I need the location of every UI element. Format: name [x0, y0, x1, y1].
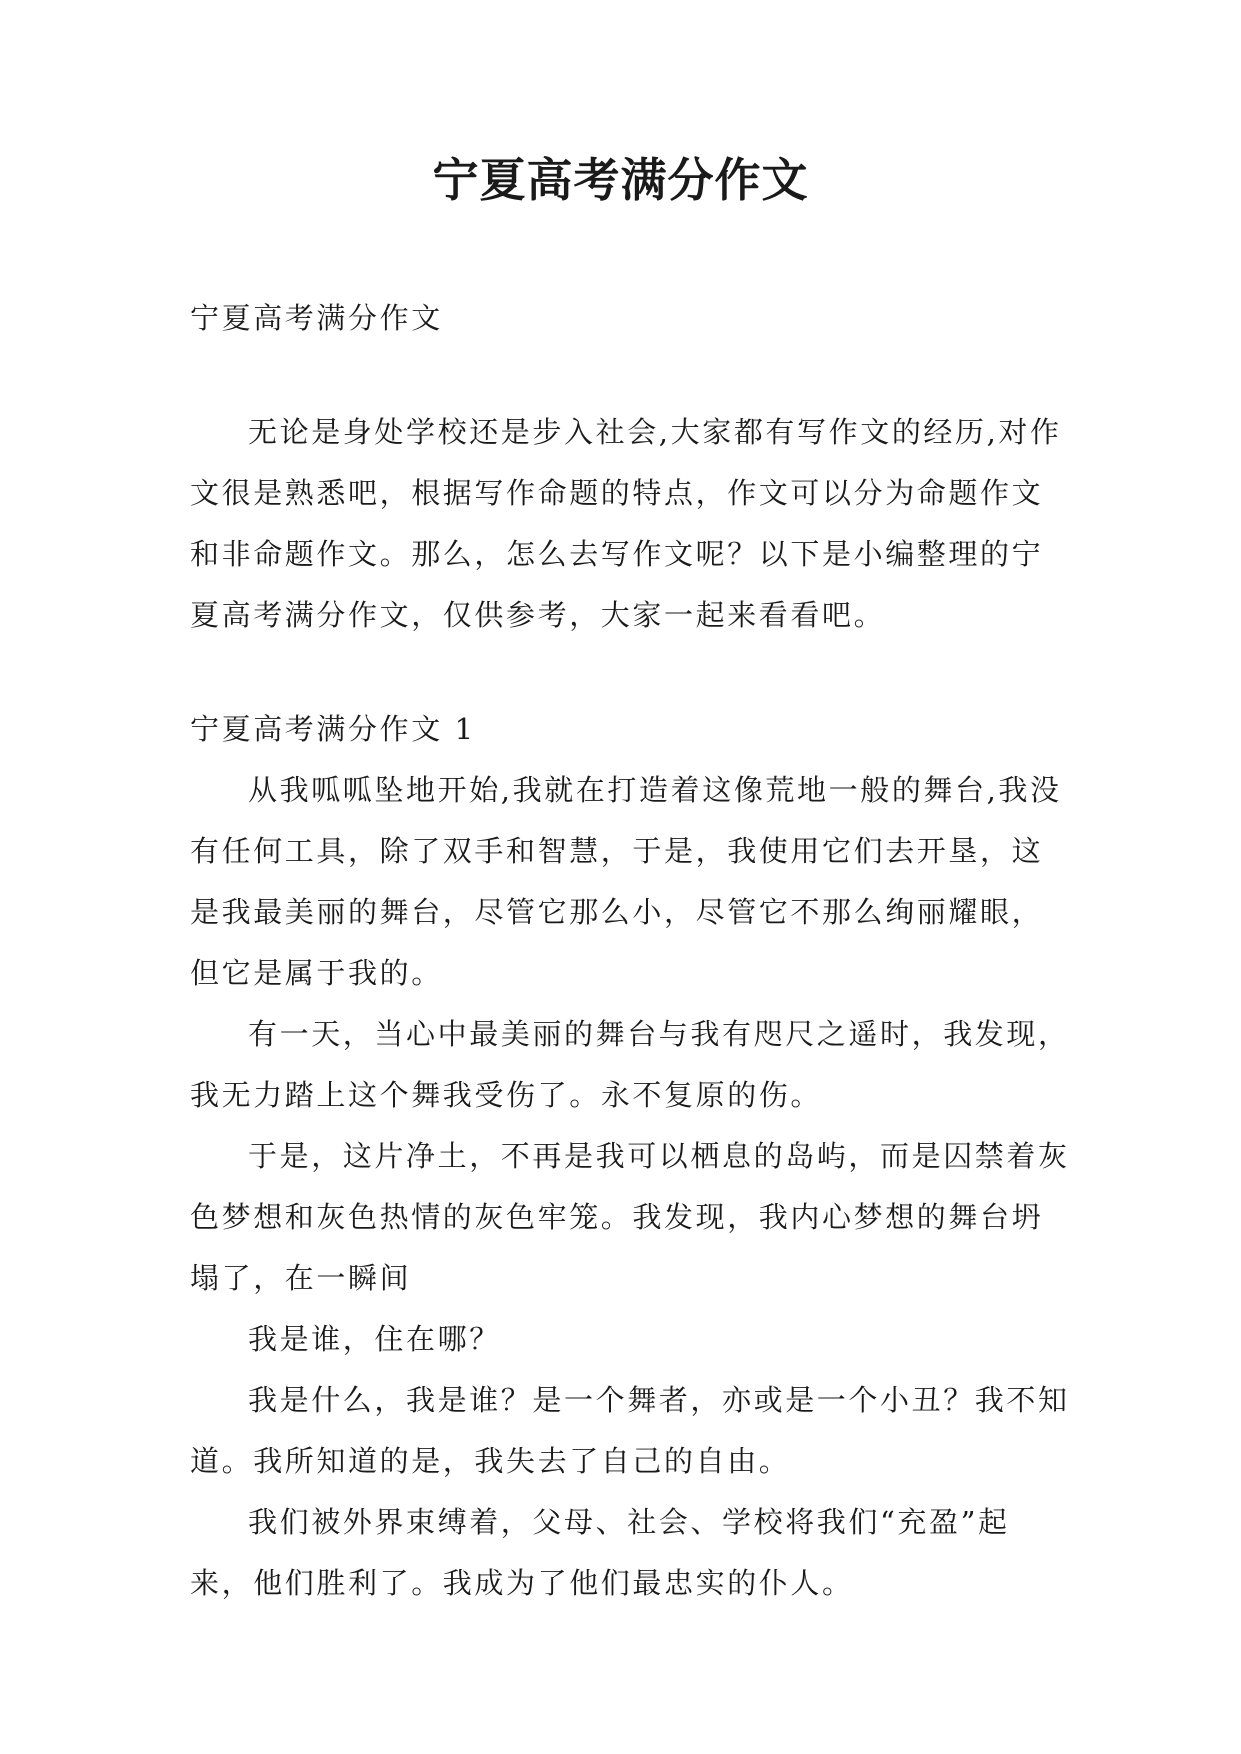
document-title: 宁夏高考满分作文 — [432, 153, 809, 207]
body-paragraph-2: 有一天，当心中最美丽的舞台与我有咫尺之遥时，我发现，我无力踏上这个舞我受伤了。永不复原的伤。 — [190, 1017, 1070, 1112]
body-paragraph-4: 我是谁，住在哪？ — [248, 1322, 501, 1356]
document-body — [190, 288, 1070, 1614]
section-heading: 宁夏高考满分作文 1 — [190, 712, 476, 746]
body-paragraph-1: 从我呱呱坠地开始,我就在打造着这像荒地一般的舞台,我没有任何工具，除了双手和智慧，于是，我使用它们去开垦，这是我最美丽的舞台，尽管它那么小，尽管它不那么绚丽耀眼，但它是属于我的。 — [190, 773, 1062, 990]
intro-paragraph: 无论是身处学校还是步入社会,大家都有写作文的经历,对作文很是熟悉吧，根据写作命题的特点，作文可以分为命题作文和非命题作文。那么，怎么去写作文呢？以下是小编整理的宁夏高考满分作文，仅供参考，大家一起来看看吧。 — [190, 415, 1062, 632]
body-paragraph-6: 我们被外界束缚着，父母、社会、学校将我们“充盈”起来，他们胜利了。我成为了他们最忠实的仆人。 — [190, 1505, 1010, 1600]
body-paragraph-3: 于是，这片净土，不再是我可以栖息的岛屿，而是囚禁着灰色梦想和灰色热情的灰色牢笼。我发现，我内心梦想的舞台坍塌了，在一瞬间 — [190, 1139, 1070, 1295]
body-paragraph-5: 我是什么，我是谁？是一个舞者，亦或是一个小丑？我不知道。我所知道的是，我失去了自己的自由。 — [190, 1383, 1070, 1478]
document-subtitle: 宁夏高考满分作文 — [190, 301, 443, 335]
